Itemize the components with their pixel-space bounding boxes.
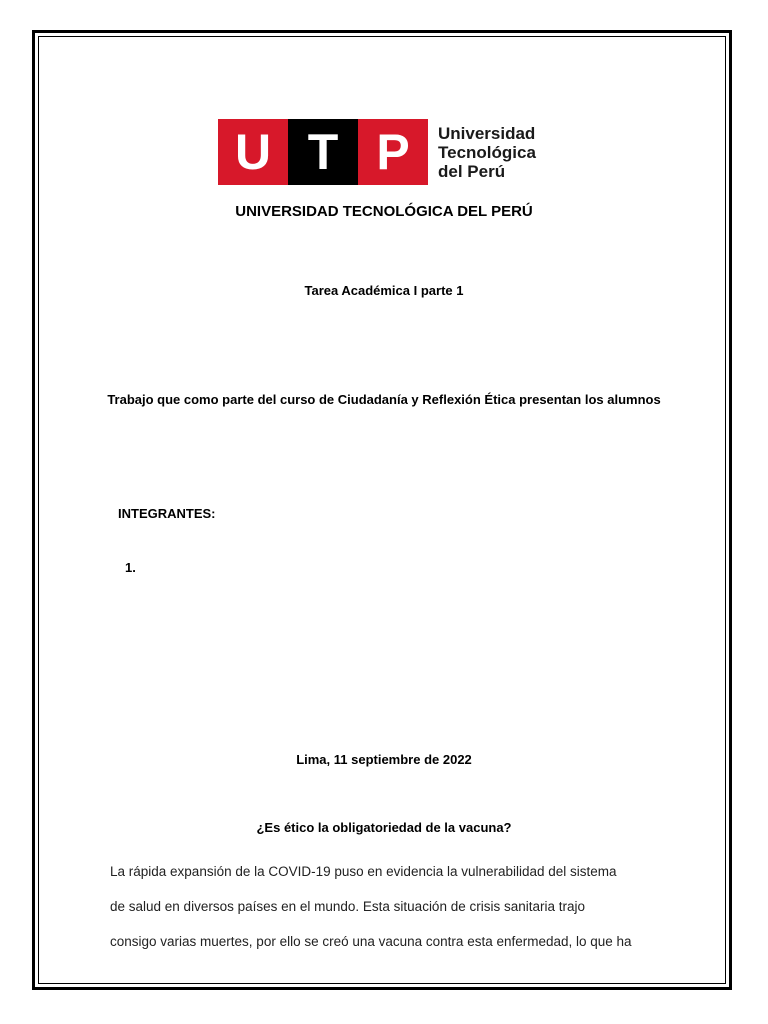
logo-wordmark-line1: Universidad [438,123,536,143]
essay-question: ¿Es ético la obligatoriedad de la vacuna? [256,820,512,835]
logo-wordmark [438,124,536,181]
course-statement: Trabajo que como parte del curso de Ciudadanía y Reflexión Ética presentan los alumnos [107,392,661,407]
utp-logo [218,119,536,185]
essay-body-line: consigo varias muertes, por ello se creó una vacuna contra esta enfermedad, lo que ha [110,934,632,949]
member-item: 1. [125,560,136,575]
essay-body-line: de salud en diversos países en el mundo. Esta situación de crisis sanitaria trajo [110,899,586,914]
utp-logo-letters [218,119,428,185]
logo-wordmark-line3: del Perú [438,161,506,181]
logo-letter-p: P [358,119,428,185]
place-date: Lima, 11 septiembre de 2022 [296,752,472,767]
assignment-title: Tarea Académica I parte 1 [304,283,464,298]
essay-body [110,854,670,959]
university-title: UNIVERSIDAD TECNOLÓGICA DEL PERÚ [235,203,533,220]
essay-body-line: La rápida expansión de la COVID-19 puso en evidencia la vulnerabilidad del sistema [110,864,617,879]
logo-wordmark-line2: Tecnológica [438,142,536,162]
logo-letter-u: U [218,119,288,185]
logo-letter-t: T [288,119,358,185]
members-label: INTEGRANTES: [118,506,216,521]
